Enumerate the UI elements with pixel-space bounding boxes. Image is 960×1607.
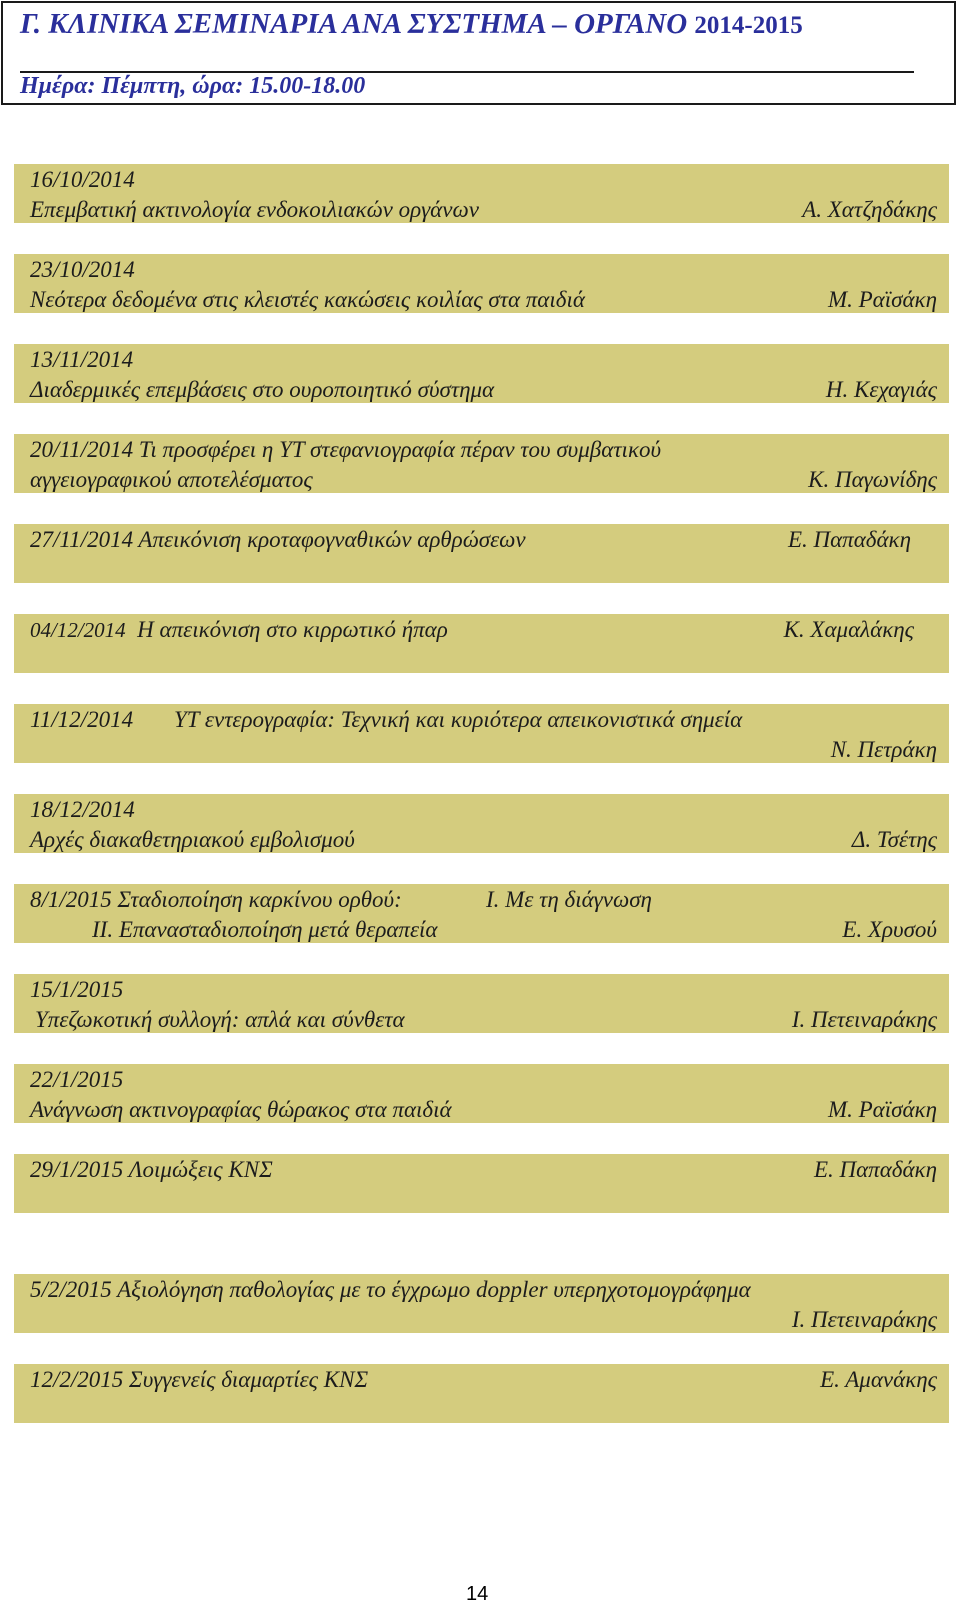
- seminar-topic: Υπεζωκοτική συλλογή: απλά και σύνθετα: [35, 1007, 405, 1032]
- day-time: Ημέρα: Πέμπτη, ώρα: 15.00-18.00: [20, 73, 366, 99]
- seminar-speaker: Ι. Πετεινaράκης: [791, 1307, 937, 1332]
- seminar-date: 23/10/2014: [30, 257, 135, 282]
- title-year: 2014-2015: [694, 12, 803, 39]
- seminar-topic: Νεότερα δεδομένα στις κλειστές κακώσεις κοιλίας στα παιδιά: [30, 287, 585, 312]
- seminar-date: 22/1/2015: [30, 1067, 124, 1092]
- page-number: 14: [466, 1583, 489, 1605]
- seminar-date: 11/12/2014: [30, 707, 134, 732]
- seminar-topic: Λοιμώξεις ΚΝΣ: [128, 1157, 273, 1182]
- seminar-title-line: [30, 616, 448, 644]
- seminar-row: [14, 704, 949, 763]
- seminar-speaker: Η. Κεχαγιάς: [825, 377, 937, 402]
- page-title: Γ. ΚΛΙΝΙΚΑ ΣΕΜΙΝΑΡΙΑ ΑΝΑ ΣΥΣΤΗΜΑ – ΟΡΓΑΝΟ 2014-2015: [20, 8, 803, 40]
- seminar-speaker: Μ. Ραϊσάκη: [827, 1097, 937, 1122]
- seminar-topic: Αρχές διακαθετηριακού εμβολισμού: [30, 827, 355, 852]
- seminar-topic: Ανάγνωση ακτινογραφίας θώρακος στα παιδιά: [30, 1097, 452, 1122]
- seminar-title-line: [30, 1156, 273, 1184]
- seminar-row: [14, 524, 949, 583]
- seminar-title-line: [30, 886, 402, 914]
- seminar-title-line: [30, 526, 526, 554]
- seminar-date: 5/2/2015: [30, 1277, 112, 1302]
- seminar-row: [14, 794, 949, 853]
- seminar-speaker: Δ. Τσέτης: [851, 827, 937, 852]
- seminar-row: [14, 1274, 949, 1333]
- seminar-topic-part-a: Ι. Με τη διάγνωση: [486, 887, 652, 912]
- seminar-speaker: Ε. Αμανάκης: [820, 1367, 937, 1392]
- seminar-title-line: [30, 1276, 751, 1304]
- seminar-speaker: Ε. Παπαδάκη: [787, 527, 911, 552]
- seminar-speaker: Ε. Παπαδάκη: [813, 1157, 937, 1182]
- seminar-date: 20/11/2014: [30, 437, 134, 462]
- seminar-date: 16/10/2014: [30, 167, 135, 192]
- seminar-date: 27/11/2014: [30, 527, 134, 552]
- seminar-date: 15/1/2015: [30, 977, 124, 1002]
- seminar-topic-part-b: ΙΙ. Επανασταδιοποίηση μετά θεραπεία: [92, 917, 438, 942]
- seminar-speaker: Ι. Πετεινaράκης: [791, 1007, 937, 1032]
- seminar-topic: Τι προσφέρει η ΥΤ στεφανιογραφία πέραν του συμβατικού: [138, 437, 662, 462]
- seminar-row: [14, 884, 949, 943]
- seminar-topic: Η απεικόνιση στο κιρρωτικό ήπαρ: [137, 617, 448, 642]
- seminar-date: 8/1/2015: [30, 887, 112, 912]
- seminar-row: [14, 434, 949, 493]
- seminar-speaker: Κ. Χαμαλάκης: [783, 617, 914, 642]
- seminar-speaker: Ε. Χρυσού: [842, 917, 937, 942]
- seminar-date: 04/12/2014: [30, 618, 126, 642]
- seminar-row: [14, 344, 949, 403]
- seminar-date: 29/1/2015: [30, 1157, 124, 1182]
- seminar-title-line: [30, 1366, 368, 1394]
- seminar-topic: Σταδιοποίηση καρκίνου ορθού:: [117, 887, 402, 912]
- seminar-date: 13/11/2014: [30, 347, 134, 372]
- seminar-topic: ΥΤ εντερογραφία: Τεχνική και κυριότερα απεικονιστικά σημεία: [174, 707, 743, 732]
- seminar-row: [14, 254, 949, 313]
- seminar-speaker: Ν. Πετράκη: [830, 737, 937, 762]
- seminar-topic-continued: αγγειογραφικού αποτελέσματος: [30, 467, 313, 492]
- seminar-row: [14, 1364, 949, 1423]
- seminar-row: [14, 1064, 949, 1123]
- seminar-speaker: Κ. Παγωνίδης: [808, 467, 937, 492]
- seminar-date: 18/12/2014: [30, 797, 135, 822]
- seminar-row: [14, 1154, 949, 1213]
- seminar-row: [14, 164, 949, 223]
- seminar-title-line: [30, 436, 661, 464]
- seminar-topic: Επεμβατική ακτινολογία ενδοκοιλιακών οργάνων: [30, 197, 479, 222]
- seminar-topic: Απεικόνιση κροταφογναθικών αρθρώσεων: [138, 527, 526, 552]
- seminar-row: [14, 974, 949, 1033]
- seminar-topic: Συγγενείς διαμαρτίες ΚΝΣ: [129, 1367, 369, 1392]
- seminar-speaker: Α. Χατζηδάκης: [802, 197, 937, 222]
- seminar-speaker: Μ. Ραϊσάκη: [827, 287, 937, 312]
- seminar-topic: Διαδερμικές επεμβάσεις στο ουροποιητικό σύστημα: [30, 377, 495, 402]
- seminar-date: 12/2/2015: [30, 1367, 124, 1392]
- seminar-topic: Αξιολόγηση παθολογίας με το έγχρωμο doppler υπερηχοτομογράφημα: [117, 1277, 751, 1302]
- header-box: [1, 1, 956, 105]
- seminar-row: [14, 614, 949, 673]
